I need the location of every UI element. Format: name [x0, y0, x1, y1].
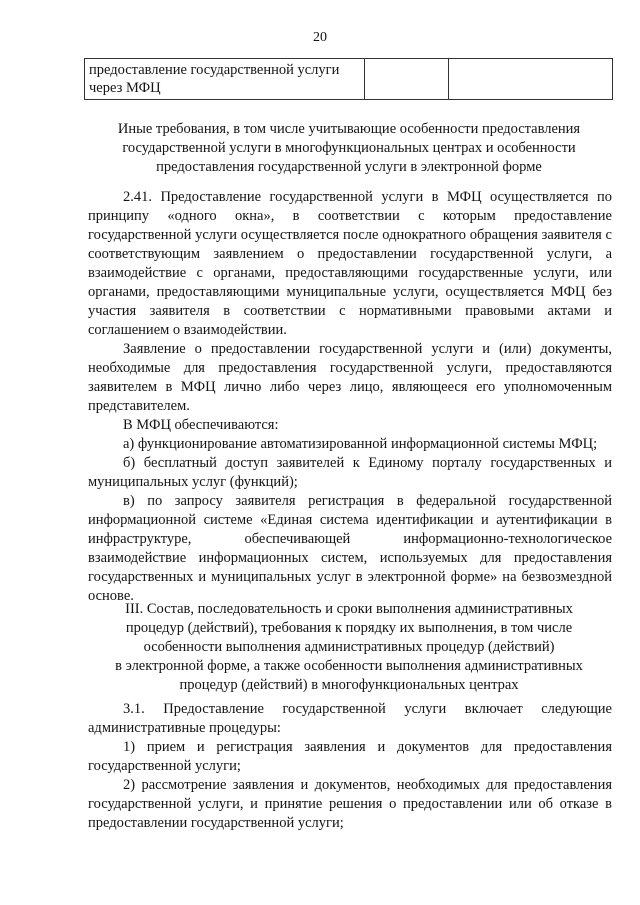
heading-line: предоставления государственной услуги в электронной форме	[156, 159, 542, 175]
list-item: 2) рассмотрение заявления и документов, необходимых для предоставления государственной услуги, и принятие решения о предоставлении или об отказе в предоставлении государственной услуги;	[88, 777, 612, 831]
continuation-table	[84, 58, 613, 100]
paragraph: В МФЦ обеспечиваются:	[123, 417, 279, 433]
heading-line: государственной услуги в многофункциональных центрах и особенности	[122, 140, 576, 156]
section-3-1	[88, 700, 612, 833]
heading-line: III. Состав, последовательность и сроки выполнения административных	[125, 601, 573, 617]
list-item: а) функционирование автоматизированной информационной системы МФЦ;	[123, 436, 598, 452]
heading-line: Иные требования, в том числе учитывающие особенности предоставления	[117, 121, 581, 137]
list-item: в) по запросу заявителя регистрация в федеральной государственной информационной системе «Единая система идентификации и аутентификации в инфраструктуре, обеспечивающей информационно-технологическое взаимодействие информационных систем, используемых для предоставления государственных и муниципальных услуг в электронной форме» на безвозмездной основе.	[88, 493, 612, 604]
paragraph: Заявление о предоставлении государственной услуги и (или) документы, необходимые для предоставления государственной услуги, предоставляются заявителем в МФЦ лично либо через лицо, являющееся его уполномоченным представителем.	[88, 341, 612, 414]
table-cell-procedure: предоставление государственной услуги через МФЦ	[85, 59, 365, 100]
section-2-41	[88, 188, 612, 606]
heading-line: процедур (действий), требования к порядку их выполнения, в том числе	[125, 620, 573, 636]
section-heading-iii	[86, 600, 612, 695]
heading-line: в электронной форме, а также особенности выполнения административных	[115, 658, 583, 674]
list-item: б) бесплатный доступ заявителей к Единому порталу государственных и муниципальных услуг (функций);	[88, 455, 612, 490]
paragraph: 3.1. Предоставление государственной услуги включает следующие административные процедуры:	[88, 701, 612, 736]
list-item: 1) прием и регистрация заявления и документов для предоставления государственной услуги;	[88, 739, 612, 774]
table-row	[85, 59, 613, 100]
heading-line: процедур (действий) в многофункциональных центрах	[179, 677, 519, 693]
table-cell-empty	[449, 59, 613, 100]
paragraph: 2.41. Предоставление государственной услуги в МФЦ осуществляется по принципу «одного окна», в соответствии с которым предоставление государственной услуги осуществляется после однократного обращения заявителя с соответствующим заявлением о предоставлении государственной услуги, а взаимодействие с органами, предоставляющими государственные услуги, или органами, предоставляющими муниципальные услуги, осуществляется МФЦ без участия заявителя в соответствии с нормативными правовыми актами и соглашением о взаимодействии.	[88, 189, 612, 338]
page-number: 20	[313, 30, 327, 45]
heading-line: особенности выполнения административных процедур (действий)	[143, 639, 555, 655]
table-cell-empty	[364, 59, 449, 100]
section-heading-other-requirements	[86, 120, 612, 177]
